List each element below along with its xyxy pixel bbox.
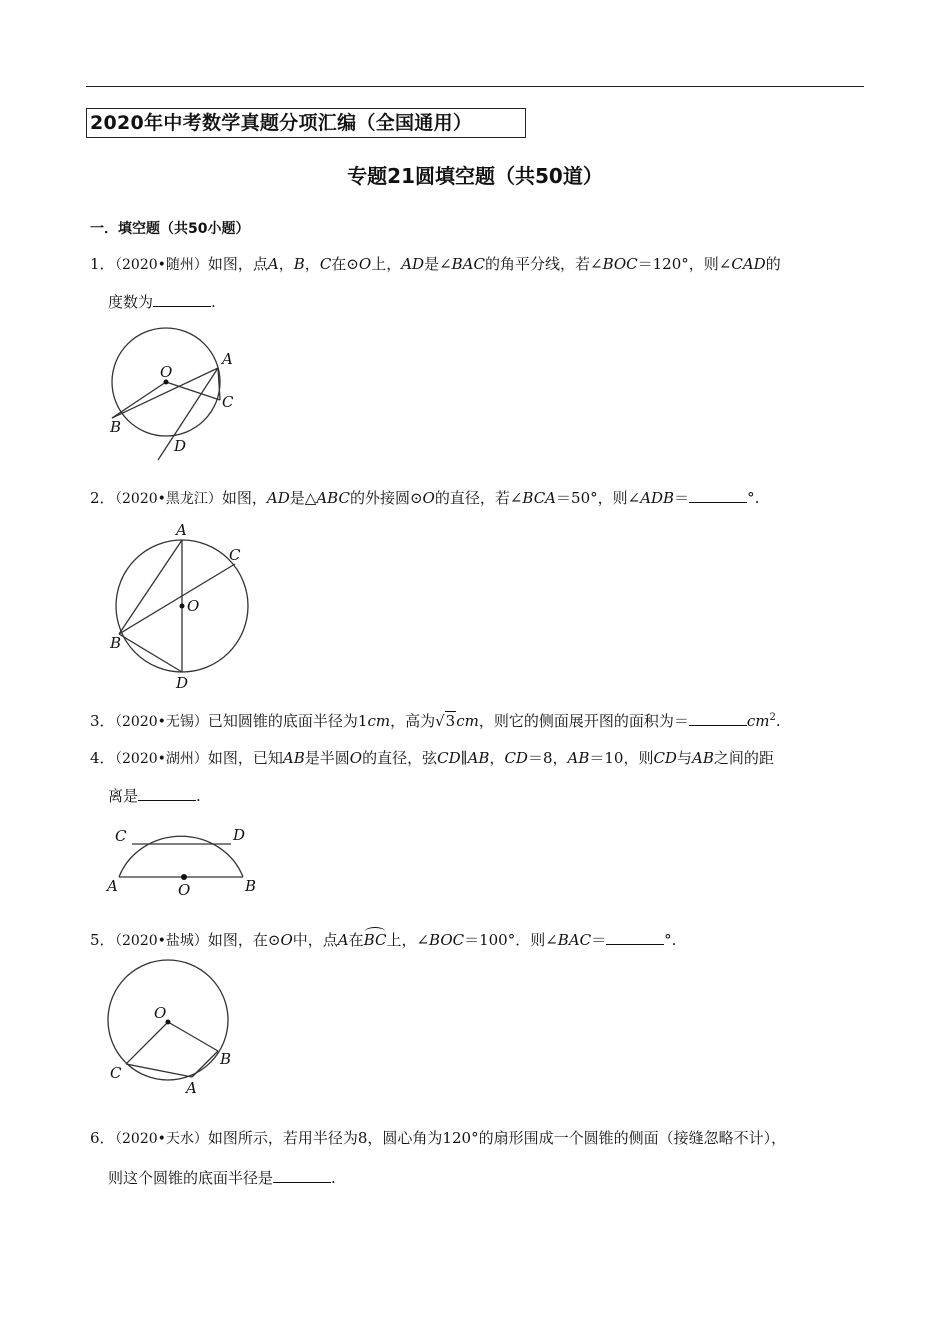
label-C: C (110, 1064, 122, 1082)
answer-blank-2[interactable] (689, 488, 747, 503)
label-O: O (187, 597, 200, 615)
sqrt-expression: √3 (435, 712, 456, 730)
question-5: 5．（2020•盐城）如图，在⊙O中，点A在BC上，∠BOC＝100°．则∠BAC＝ °. (90, 931, 677, 949)
label-C: C (222, 393, 234, 411)
label-B: B (110, 418, 122, 436)
label-C: C (229, 546, 241, 564)
main-title: 专题21圆填空题（共50道） (347, 164, 603, 188)
label-O: O (154, 1004, 167, 1022)
question-3: 3．（2020•无锡）已知圆锥的底面半径为1cm，高为√3cm，则它的侧面展开图的面积为＝ $cm^2$. (90, 712, 781, 730)
figure-q1 (100, 320, 250, 465)
answer-blank-5[interactable] (606, 930, 664, 945)
label-B: B (245, 877, 257, 895)
label-D: D (174, 437, 187, 455)
question-6: 6．（2020•天水）如图所示，若用半径为8，圆心角为120°的扇形围成一个圆锥的侧面（接缝忽略不计）， 则这个圆锥的底面半径是 . (90, 1129, 787, 1187)
question-1: 1．（2020•随州）如图，点A，B，C在⊙O上，AD是∠BAC的角平分线，若∠BOC＝120°，则∠CAD的 度数为 . (90, 255, 781, 311)
label-O: O (160, 363, 173, 381)
figure-q5 (100, 960, 250, 1095)
label-D: D (176, 674, 189, 692)
answer-blank-4[interactable] (138, 786, 196, 801)
label-C: C (115, 827, 127, 845)
label-D: D (233, 826, 246, 844)
question-2: 2．（2020•黑龙江）如图，AD是△ABC的外接圆⊙O的直径，若∠BCA＝50°，则∠ADB＝ °. (90, 489, 760, 507)
answer-blank-3[interactable] (689, 711, 747, 726)
figure-q4 (105, 815, 265, 897)
label-A: A (176, 521, 187, 539)
section-heading: 一．填空题（共50小题） (90, 221, 250, 237)
label-A: A (222, 350, 233, 368)
label-B: B (110, 634, 122, 652)
series-title: 2020年中考数学真题分项汇编（全国通用） (86, 108, 526, 138)
answer-blank-1[interactable] (153, 292, 211, 307)
question-4: 4．（2020•湖州）如图，已知AB是半圆O的直径，弦CD∥AB，CD＝8，AB＝10，则CD与AB之间的距 离是 . (90, 749, 774, 805)
answer-blank-6[interactable] (273, 1168, 331, 1183)
top-rule (86, 86, 864, 87)
label-A: A (107, 877, 118, 895)
figure-q2 (105, 520, 255, 690)
label-O: O (178, 881, 191, 899)
label-B: B (220, 1050, 232, 1068)
arc-BC: BC (363, 931, 387, 949)
label-A: A (186, 1079, 197, 1097)
